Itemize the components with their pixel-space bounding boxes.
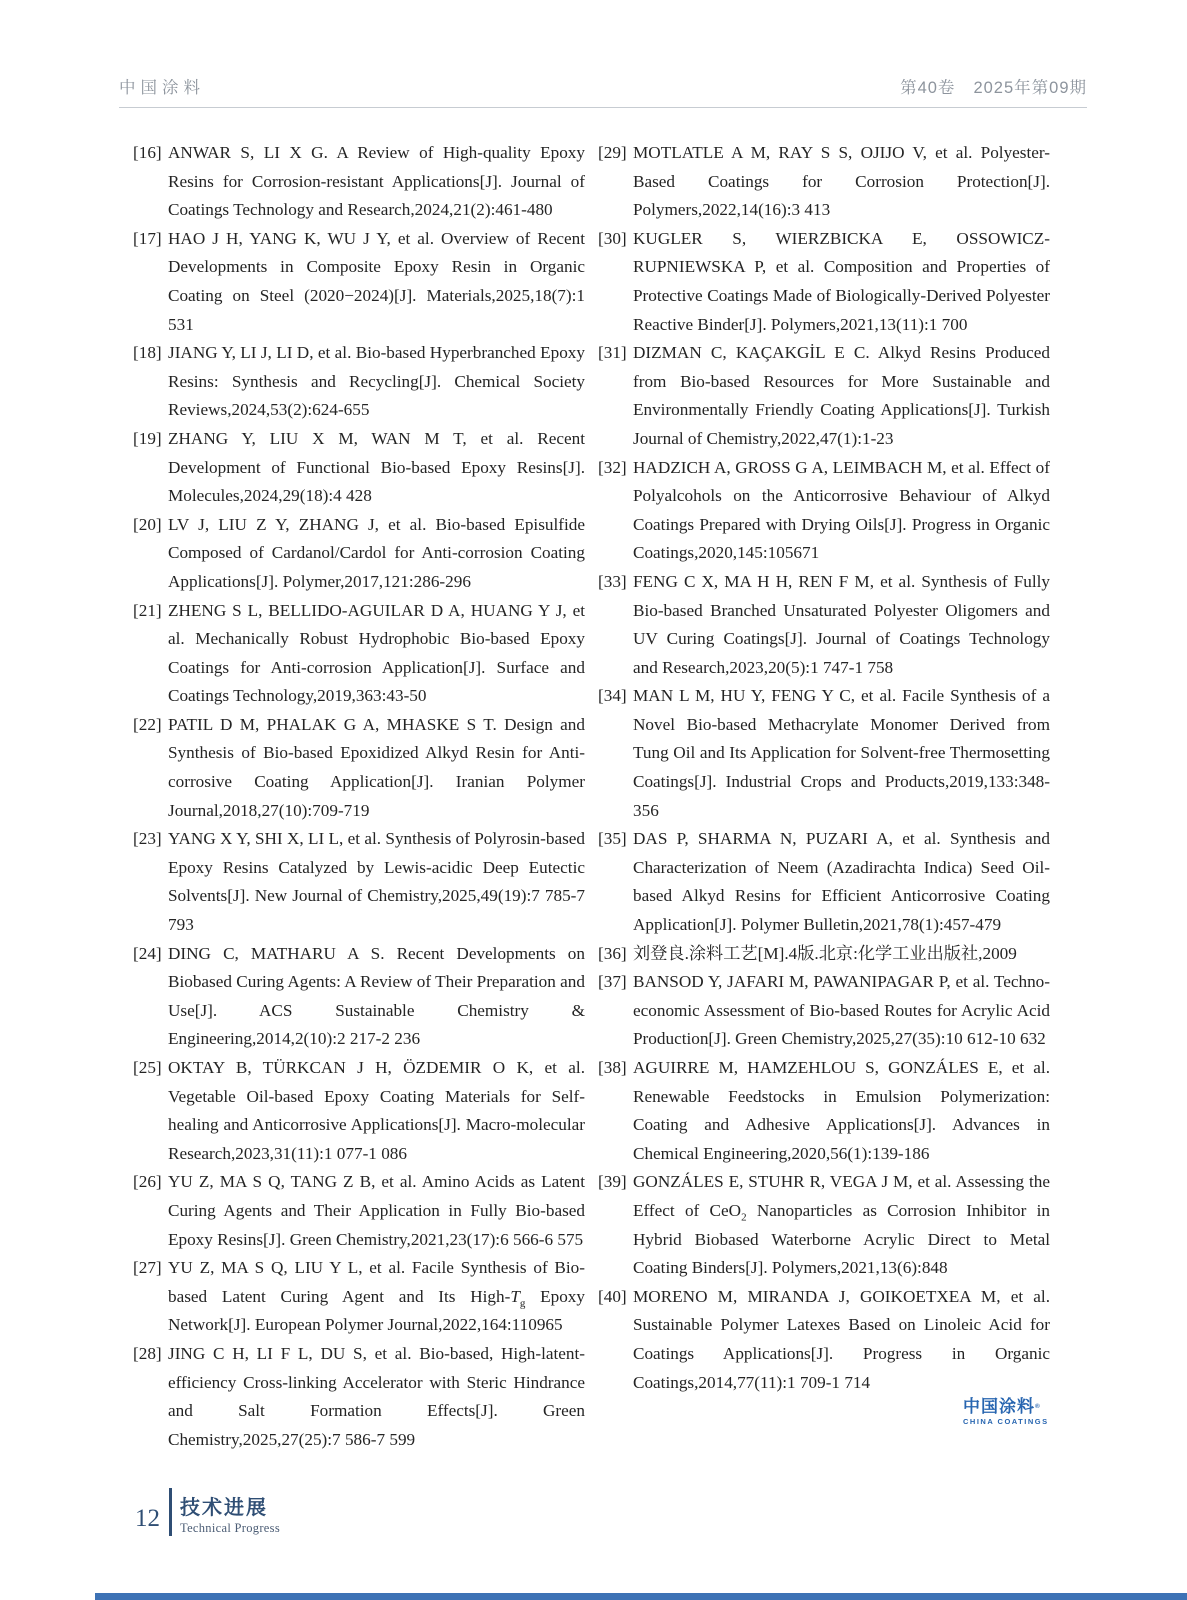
reference-number: [17]: [133, 228, 162, 248]
section-title: [180, 1488, 280, 1536]
reference-number: [19]: [133, 428, 162, 448]
reference-item: [133, 139, 585, 225]
reference-text: PATIL D M, PHALAK G A, MHASKE S T. Design and Synthesis of Bio-based Epoxidized Alkyd Resin for Anti-corrosive Coating Application[J]. Iranian Polymer Journal,2018,27(10):709-719: [168, 714, 585, 820]
reference-text: 刘登良.涂料工艺[M].4版.北京:化学工业出版社,2009: [633, 943, 1017, 963]
ref-column-left: [133, 139, 585, 1454]
reference-text: FENG C X, MA H H, REN F M, et al. Synthesis of Fully Bio-based Branched Unsaturated Polyester Oligomers and UV Curing Coatings[J]. Journal of Coatings Technology and Research,2023,20(5):1 747-1 758: [633, 571, 1050, 677]
reference-item: [598, 968, 1050, 1054]
reference-number: [31]: [598, 343, 627, 363]
logo-en-text: CHINA COATINGS: [963, 1417, 1049, 1426]
reference-number: [29]: [598, 143, 627, 162]
reference-item: [133, 1340, 585, 1454]
reference-item: [133, 1054, 585, 1168]
section-title-cn: 技术进展: [180, 1497, 268, 1519]
reference-text: AGUIRRE M, HAMZEHLOU S, GONZÁLES E, et al. Renewable Feedstocks in Emulsion Polymerization: Coating and Adhesive Applications[J]. Advances in Chemical Engineering,2020,56(1):139-186: [633, 1058, 1050, 1163]
reference-text: MORENO M, MIRANDA J, GOIKOETXEA M, et al. Sustainable Polymer Latexes Based on Linoleic Acid for Coatings Applications[J]. Progress in Organic Coatings,2014,77(11):1 709-1 714: [633, 1286, 1050, 1392]
reference-item: [133, 711, 585, 825]
reference-number: [32]: [598, 457, 627, 477]
registered-mark-icon: ®: [1035, 1403, 1041, 1410]
reference-text: DING C, MATHARU A S. Recent Developments on Biobased Curing Agents: A Review of Their Preparation and Use[J]. ACS Sustainable Chemistry & Engineering,2014,2(10):2 217-2 236: [168, 943, 585, 1049]
reference-item: [598, 825, 1050, 939]
reference-text: ANWAR S, LI X G. A Review of High-quality Epoxy Resins for Corrosion-resistant Applications[J]. Journal of Coatings Technology and Research,2024,21(2):461-480: [168, 143, 585, 220]
reference-item: [133, 1254, 585, 1340]
reference-text: JIANG Y, LI J, LI D, et al. Bio-based Hyperbranched Epoxy Resins: Synthesis and Recycling[J]. Chemical Society Reviews,2024,53(2):624-655: [168, 343, 585, 420]
reference-number: [18]: [133, 343, 162, 363]
reference-text: KUGLER S, WIERZBICKA E, OSSOWICZ-RUPNIEWSKA P, et al. Composition and Properties of Protective Coatings Made of Biologically-Derived Polyester Reactive Binder[J]. Polymers,2021,13(11):1 700: [633, 228, 1050, 334]
reference-item: [133, 940, 585, 1054]
reference-item: [133, 339, 585, 425]
reference-item: [598, 139, 1050, 225]
reference-number: [33]: [598, 571, 627, 591]
reference-item: [133, 225, 585, 339]
reference-number: [30]: [598, 228, 627, 248]
volume-label: 第40卷: [900, 79, 956, 97]
reference-number: [20]: [133, 514, 162, 534]
page-number: 12: [135, 1505, 160, 1532]
reference-number: [23]: [133, 829, 162, 849]
page-header: [119, 74, 1087, 108]
reference-item: [598, 940, 1050, 969]
reference-text: BANSOD Y, JAFARI M, PAWANIPAGAR P, et al. Techno-economic Assessment of Bio-based Routes for Acrylic Acid Production[J]. Green Chemistry,2025,27(35):10 612-10 632: [633, 972, 1050, 1049]
reference-list: [133, 139, 1050, 1454]
reference-text: JING C H, LI F L, DU S, et al. Bio-based, High-latent-efficiency Cross-linking Accelerator with Steric Hindrance and Salt Formation Effects[J]. Green Chemistry,2025,27(25):7 586-7 599: [168, 1343, 585, 1449]
reference-text: YU Z, MA S Q, TANG Z B, et al. Amino Acids as Latent Curing Agents and Their Application in Fully Bio-based Epoxy Resins[J]. Green Chemistry,2021,23(17):6 566-6 575: [168, 1172, 585, 1249]
reference-number: [24]: [133, 943, 162, 963]
reference-number: [36]: [598, 943, 627, 963]
reference-item: [598, 225, 1050, 339]
section-title-en: Technical Progress: [180, 1521, 280, 1535]
reference-item: [598, 682, 1050, 825]
reference-item: [133, 825, 585, 939]
reference-text: YANG X Y, SHI X, LI L, et al. Synthesis of Polyrosin-based Epoxy Resins Catalyzed by Lewis-acidic Deep Eutectic Solvents[J]. New Journal of Chemistry,2025,49(19):7 785-7 793: [168, 829, 585, 935]
reference-item: [133, 425, 585, 511]
page-footer: [135, 1488, 280, 1536]
ref-column-right: [598, 139, 1050, 1454]
reference-text: ZHANG Y, LIU X M, WAN M T, et al. Recent Development of Functional Bio-based Epoxy Resins[J]. Molecules,2024,29(18):4 428: [168, 428, 585, 506]
reference-number: [21]: [133, 600, 162, 620]
reference-number: [39]: [598, 1172, 627, 1192]
reference-number: [25]: [133, 1058, 162, 1077]
issue-label: 2025年第09期: [973, 79, 1087, 97]
reference-number: [28]: [133, 1343, 162, 1363]
reference-text: OKTAY B, TÜRKCAN J H, ÖZDEMIR O K, et al. Vegetable Oil-based Epoxy Coating Materials for Self-healing and Anticorrosive Applications[J]. Macro-molecular Research,2023,31(11):1 077-1 086: [168, 1058, 585, 1163]
reference-item: [598, 339, 1050, 453]
reference-item: [598, 454, 1050, 568]
reference-item: [133, 511, 585, 597]
logo-cn-text: 中国涂料®: [963, 1397, 1041, 1416]
reference-text: HAO J H, YANG K, WU J Y, et al. Overview of Recent Developments in Composite Epoxy Resin in Organic Coating on Steel (2020−2024)[J]. Materials,2025,18(7):1 531: [168, 228, 585, 334]
reference-text: MAN L M, HU Y, FENG Y C, et al. Facile Synthesis of a Novel Bio-based Methacrylate Monomer Derived from Tung Oil and Its Application for Solvent-free Thermosetting Coatings[J]. Industrial Crops and Products,2019,133:348-356: [633, 686, 1050, 820]
reference-text: GONZÁLES E, STUHR R, VEGA J M, et al. Assessing the Effect of CeO$_2$ Nanoparticles as Corrosion Inhibitor in Hybrid Biobased Waterborne Acrylic Direct to Metal Coating Binders[J]. Polymers,2021,13(6):848: [633, 1172, 1050, 1278]
reference-item: [133, 597, 585, 711]
footer-divider: [169, 1488, 172, 1536]
issue-info: [900, 74, 1087, 98]
journal-name: 中国涂料: [119, 79, 205, 97]
reference-number: [37]: [598, 972, 627, 992]
reference-text: DIZMAN C, KAÇAKGİL E C. Alkyd Resins Produced from Bio-based Resources for More Sustainable and Environmentally Friendly Coating Applications[J]. Turkish Journal of Chemistry,2022,47(1):1-23: [633, 343, 1050, 448]
reference-item: [133, 1168, 585, 1254]
reference-item: [598, 1283, 1050, 1397]
reference-number: [34]: [598, 686, 627, 706]
reference-number: [27]: [133, 1258, 162, 1278]
reference-item: [598, 1168, 1050, 1282]
reference-number: [26]: [133, 1172, 162, 1192]
reference-text: LV J, LIU Z Y, ZHANG J, et al. Bio-based Episulfide Composed of Cardanol/Cardol for Anti-corrosion Coating Applications[J]. Polymer,2017,121:286-296: [168, 514, 585, 591]
china-coatings-logo: [963, 1398, 1049, 1426]
reference-text: DAS P, SHARMA N, PUZARI A, et al. Synthesis and Characterization of Neem (Azadirachta Indica) Seed Oil-based Alkyd Resins for Efficient Anticorrosive Coating Application[J]. Polymer Bulletin,2021,78(1):457-479: [633, 829, 1050, 935]
reference-number: [38]: [598, 1058, 627, 1077]
reference-item: [598, 1054, 1050, 1168]
reference-number: [35]: [598, 829, 627, 849]
reference-number: [40]: [598, 1286, 627, 1306]
reference-text: YU Z, MA S Q, LIU Y L, et al. Facile Synthesis of Bio-based Latent Curing Agent and Its High-$T_g$ Epoxy Network[J]. European Polymer Journal,2022,164:110965: [168, 1258, 585, 1335]
reference-item: [598, 568, 1050, 682]
reference-number: [22]: [133, 714, 162, 734]
reference-text: MOTLATLE A M, RAY S S, OJIJO V, et al. Polyester-Based Coatings for Corrosion Protection[J]. Polymers,2022,14(16):3 413: [633, 143, 1050, 220]
reference-text: ZHENG S L, BELLIDO-AGUILAR D A, HUANG Y J, et al. Mechanically Robust Hydrophobic Bio-based Epoxy Coatings for Anti-corrosion Application[J]. Surface and Coatings Technology,2019,363:43-50: [168, 600, 585, 706]
reference-number: [16]: [133, 143, 162, 162]
bottom-accent-bar: [95, 1593, 1187, 1600]
reference-text: HADZICH A, GROSS G A, LEIMBACH M, et al. Effect of Polyalcohols on the Anticorrosive Behaviour of Alkyd Coatings Prepared with Drying Oils[J]. Progress in Organic Coatings,2020,145:105671: [633, 457, 1050, 563]
